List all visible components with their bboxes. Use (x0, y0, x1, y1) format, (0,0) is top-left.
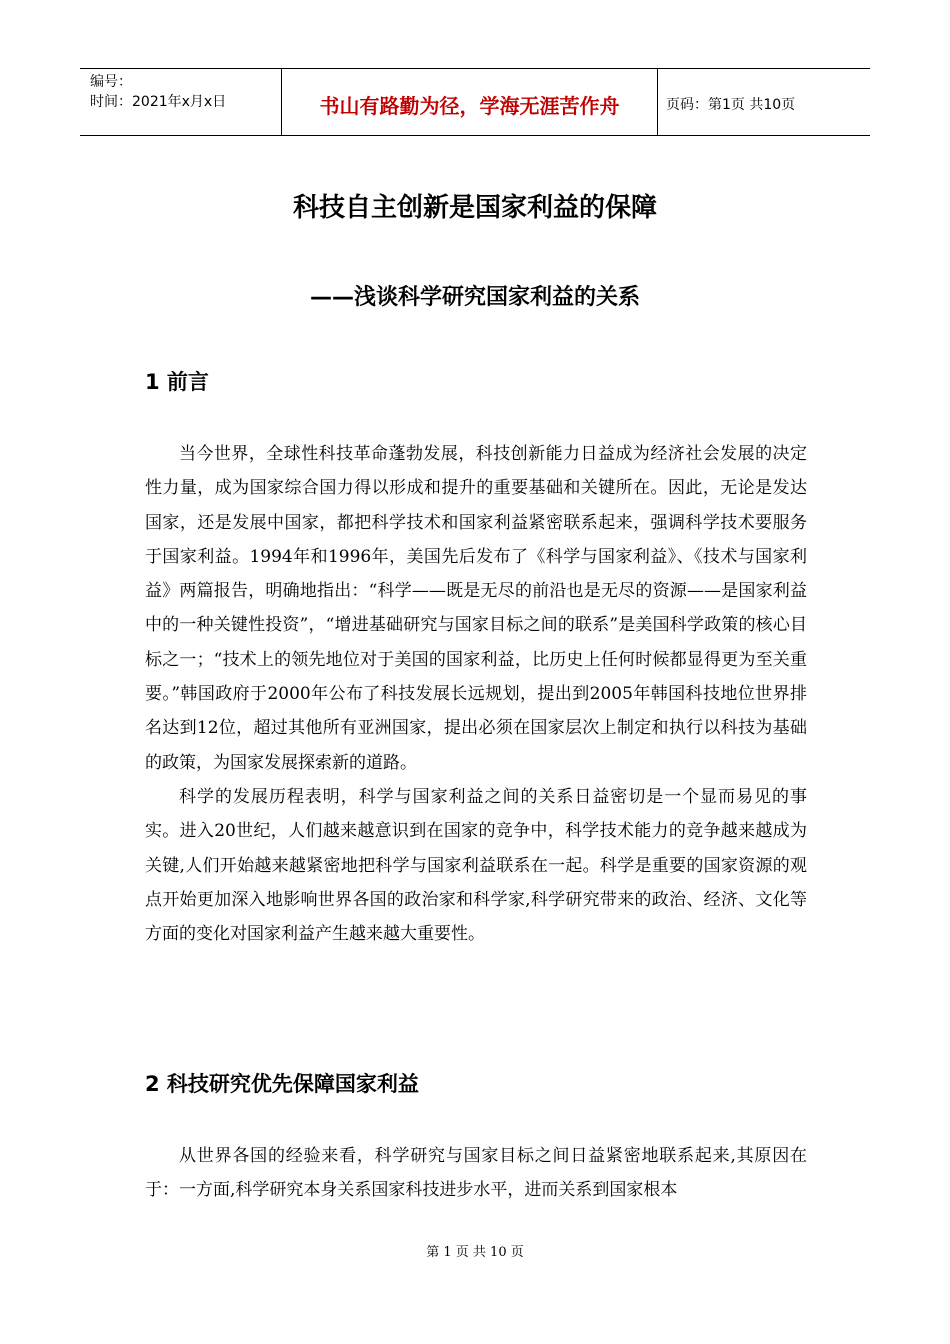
section-heading-priority: 2 科技研究优先保障国家利益 (145, 1072, 419, 1096)
header-meta (80, 69, 282, 135)
paragraph: 从世界各国的经验来看，科学研究与国家目标之间日益紧密地联系起来,其原因在于：一方面,科学研究本身关系国家科技进步水平，进而关系到国家根本 (145, 1146, 807, 1201)
section-heading-preface: 1 前言 (145, 370, 209, 394)
section-body-preface (145, 437, 807, 951)
time-label: 时间：2021年x月x日 (90, 94, 227, 110)
page-footer: 第 1 页 共 10 页 (426, 1245, 524, 1260)
number-label: 编号： (90, 74, 132, 90)
document-subtitle: ——浅谈科学研究国家利益的关系 (309, 285, 640, 310)
page-header (80, 68, 870, 136)
document-title: 科技自主创新是国家利益的保障 (292, 193, 657, 223)
header-page-info: 页码：第1页 共10页 (666, 97, 796, 113)
paragraph: 当今世界，全球性科技革命蓬勃发展，科技创新能力日益成为经济社会发展的决定性力量，成为国家综合国力得以形成和提升的重要基础和关键所在。因此，无论是发达国家，还是发展中国家，都把科学技术和国家利益紧密联系起来，强调科学技术要服务于国家利益。1994年和1996年，美国先后发布了《科学与国家利益》、《技术与国家利益》两篇报告，明确地指出：“科学——既是无尽的前沿也是无尽的资源——是国家利益中的一种关键性投资”，“增进基础研究与国家目标之间的联系”是美国科学政策的核心目标之一；“技术上的领先地位对于美国的国家利益，比历史上任何时候都显得更为至关重要。”韩国政府于2000年公布了科技发展长远规划，提出到2005年韩国科技地位世界排名达到12位，超过其他所有亚洲国家，提出必须在国家层次上制定和执行以科技为基础的政策，为国家发展探索新的道路。 (145, 444, 807, 773)
section-body-priority (145, 1139, 807, 1208)
header-motto: 书山有路勤为径，学海无涯苦作舟 (282, 69, 658, 135)
paragraph: 科学的发展历程表明，科学与国家利益之间的关系日益密切是一个显而易见的事实。进入20世纪，人们越来越意识到在国家的竞争中，科学技术能力的竞争越来越成为关键,人们开始越来越紧密地把科学与国家利益联系在一起。科学是重要的国家资源的观点开始更加深入地影响世界各国的政治家和科学家,科学研究带来的政治、经济、文化等方面的变化对国家利益产生越来越大重要性。 (145, 786, 807, 945)
